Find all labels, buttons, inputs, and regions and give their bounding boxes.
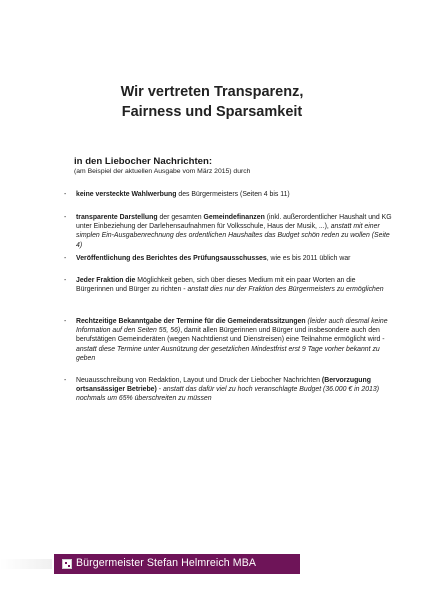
item-segment: , damit allen Bürgerinnen und Bürger und insbesondere auch den berufstätigen Gemeinderäten (wegen Nachtdienst und Dienstreisen) eine Teilnahme ermöglicht wird - xyxy=(76,327,385,344)
footer-banner xyxy=(54,554,300,574)
list-item-5 xyxy=(64,317,394,363)
list-item-text xyxy=(76,376,394,404)
item-segment: Veröffentlichung des Berichtes des Prüfungsausschusses xyxy=(76,255,267,262)
item-segment: anstatt das dafür viel zu hoch veranschlagte Budget (36.000 € in 2013) nochmals um 65% überschreiten zu müssen xyxy=(76,386,379,403)
list-item-text xyxy=(76,276,394,294)
list-item-text xyxy=(76,213,394,250)
item-segment: (leider auch diesmal keine Information auf den Seiten 55, 56) xyxy=(76,318,388,335)
item-segment: des Bürgermeisters (Seiten 4 bis 11) xyxy=(176,191,290,198)
item-segment: - xyxy=(156,386,163,394)
item-segment: , wie es bis 2011 üblich war xyxy=(266,255,351,262)
item-segment: Neuausschreibung von Redaktion, Layout und Druck der Liebocher Nachrichten xyxy=(76,377,322,384)
bullet-dash: - xyxy=(64,277,67,284)
list-item-2 xyxy=(64,213,394,250)
bullet-dash: - xyxy=(64,255,67,262)
item-segment: Möglichkeit geben, sich über dieses Medium mit ein paar Worten an die Bürgerinnen und Bürger zu richten - xyxy=(76,277,356,294)
list-item-text xyxy=(76,190,394,199)
item-segment: keine versteckte Wahlwerbung xyxy=(76,191,177,198)
bullet-dash: - xyxy=(64,377,67,384)
intro-heading: in den Liebocher Nachrichten: xyxy=(74,156,213,167)
item-segment: (inkl. außerordentlicher Haushalt und KG unter Einbeziehung der Darlehensaufnahmen für Volksschule, Haus der Musik, ...), xyxy=(76,214,392,231)
bullet-dash: - xyxy=(64,191,67,198)
item-segment: Rechtzeitige Bekanntgabe der Termine für die Gemeinderatssitzungen xyxy=(76,318,306,325)
list-item-text xyxy=(76,254,394,263)
logo-square-icon xyxy=(62,559,72,569)
list-item-4 xyxy=(64,276,394,294)
item-segment: Gemeindefinanzen xyxy=(203,214,265,221)
list-item-6 xyxy=(64,376,394,404)
item-segment: anstatt mit einer simplen Ein-Ausgabenrechnung des ordentlichen Haushaltes das Budget schön reden zu wollen (Seite 4) xyxy=(76,223,390,249)
scan-edge xyxy=(0,559,52,569)
bullet-dash: - xyxy=(64,214,67,221)
item-segment: (Bervorzugung ortsansässiger Betriebe) xyxy=(76,377,371,394)
item-segment: anstatt dies nur der Fraktion des Bürgermeisters zu ermöglichen xyxy=(187,286,384,294)
bullet-dash: - xyxy=(64,318,67,325)
item-segment: der gesamten xyxy=(157,214,204,221)
item-segment: transparente Darstellung xyxy=(76,214,158,221)
list-item-1 xyxy=(64,190,394,199)
list-item-text xyxy=(76,317,394,363)
list-item-3 xyxy=(64,254,394,263)
item-segment: Jeder Fraktion die xyxy=(76,277,136,284)
item-segment: anstatt diese Termine unter Ausnützung der gesetzlichen Mindestfrist erst 9 Tage vorher bekannt zu geben xyxy=(76,345,380,362)
title-line-2: Fairness und Sparsamkeit xyxy=(121,104,303,120)
title-line-1: Wir vertreten Transparenz, xyxy=(120,84,304,100)
intro-subheading: (am Beispiel der aktuellen Ausgabe vom März 2015) durch xyxy=(74,168,251,175)
footer-text: Bürgermeister Stefan Helmreich MBA xyxy=(76,557,257,569)
